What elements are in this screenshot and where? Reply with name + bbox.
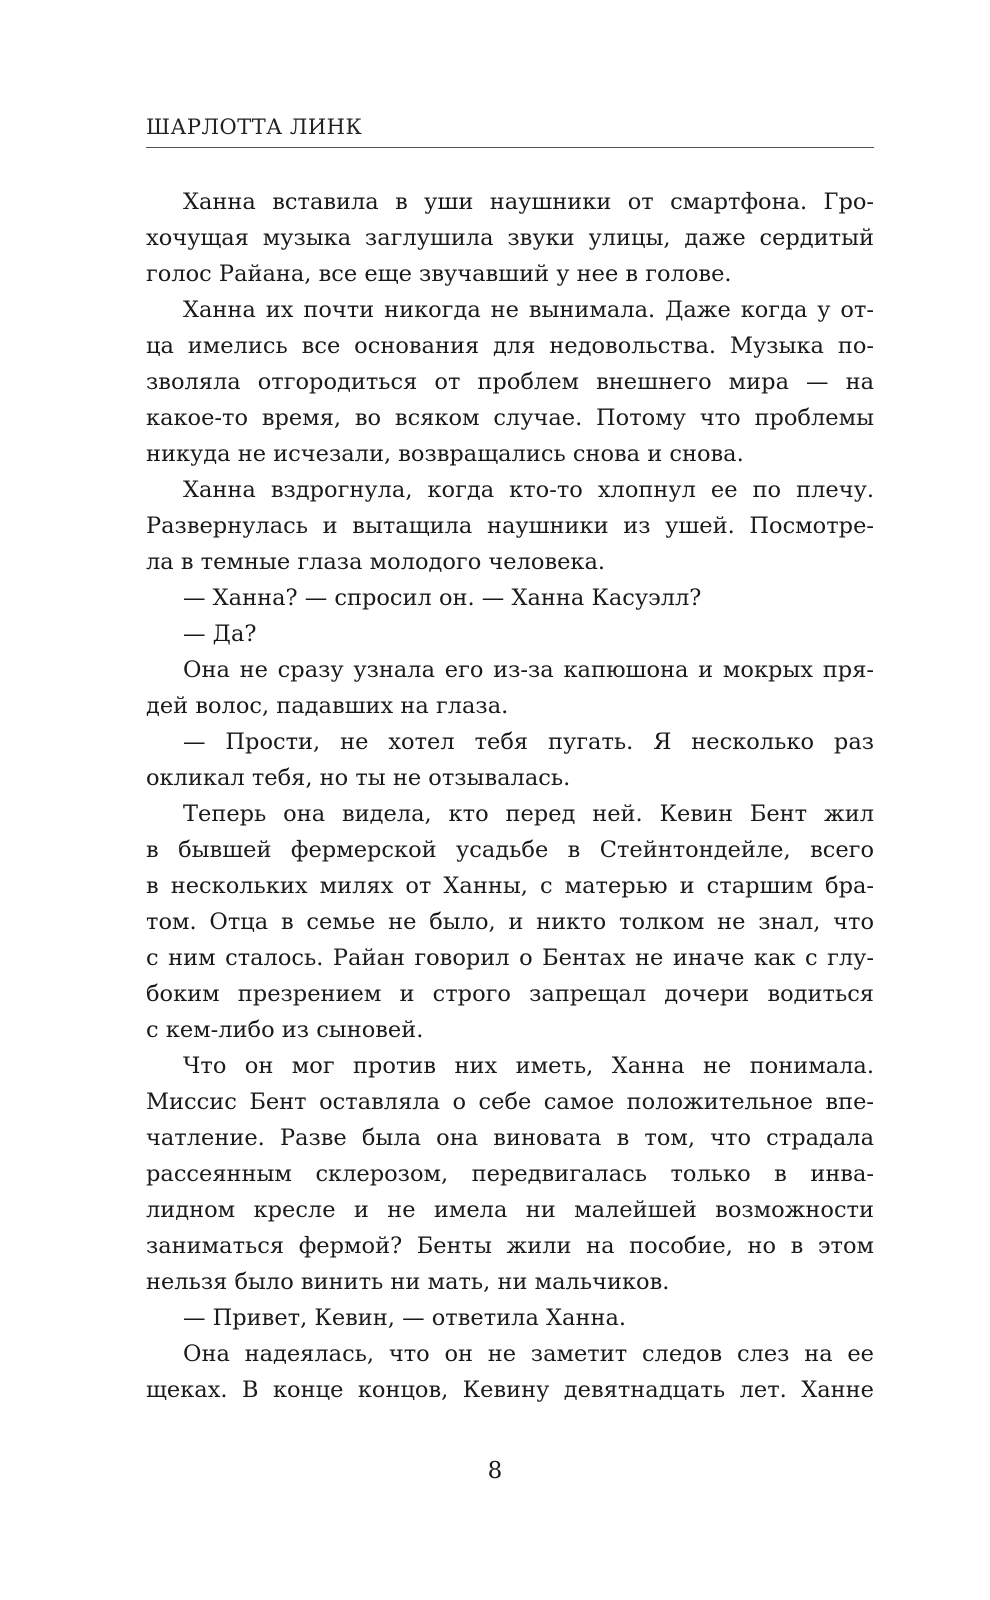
text-line: — Да? xyxy=(183,621,257,647)
text-line: нельзя было винить ни мать, ни мальчиков. xyxy=(146,1269,670,1295)
text-line: зволяла отгородиться от проблем внешнего мира — на xyxy=(146,369,874,395)
text-line: боким презрением и строго запрещал дочери водиться xyxy=(146,981,874,1007)
text-line: ла в темные глаза молодого человека. xyxy=(146,549,606,575)
body-text xyxy=(146,184,874,1408)
text-line: Ханна их почти никогда не вынимала. Даже когда у от- xyxy=(183,297,874,323)
text-line: хочущая музыка заглушила звуки улицы, даже сердитый xyxy=(146,225,874,251)
text-line: — Ханна? — спросил он. — Ханна Касуэлл? xyxy=(183,585,702,611)
running-head-author: ШАРЛОТТА ЛИНК xyxy=(146,115,363,139)
text-line: с кем-либо из сыновей. xyxy=(146,1017,424,1043)
text-line: с ним сталось. Райан говорил о Бентах не иначе как с глу- xyxy=(146,945,874,971)
page-number: 8 xyxy=(487,1458,503,1484)
text-line: — Привет, Кевин, — ответила Ханна. xyxy=(183,1305,627,1331)
text-line: окликал тебя, но ты не отзывалась. xyxy=(146,765,571,791)
text-line: в нескольких милях от Ханны, с матерью и старшим бра- xyxy=(146,873,874,899)
text-line: Ханна вздрогнула, когда кто-то хлопнул ее по плечу. xyxy=(183,477,874,503)
text-line: в бывшей фермерской усадьбе в Стейнтондейле, всего xyxy=(146,837,874,863)
text-line: Она надеялась, что он не заметит следов слез на ее xyxy=(183,1341,874,1367)
text-line: том. Отца в семье не было, и никто толком не знал, что xyxy=(146,909,874,935)
header-rule xyxy=(146,147,874,148)
text-line: щеках. В конце концов, Кевину девятнадцать лет. Ханне xyxy=(146,1377,874,1403)
text-line: дей волос, падавших на глаза. xyxy=(146,693,509,719)
text-line: рассеянным склерозом, передвигалась только в инва- xyxy=(146,1161,874,1187)
text-line: ца имелись все основания для недовольства. Музыка по- xyxy=(146,333,874,359)
text-line: Миссис Бент оставляла о себе самое положительное впе- xyxy=(146,1089,874,1115)
text-line: Развернулась и вытащила наушники из ушей. Посмотре- xyxy=(146,513,874,539)
text-line: Теперь она видела, кто перед ней. Кевин Бент жил xyxy=(183,801,874,827)
text-line: голос Райана, все еще звучавший у нее в голове. xyxy=(146,261,732,287)
text-line: заниматься фермой? Бенты жили на пособие, но в этом xyxy=(146,1233,874,1259)
text-line: какое-то время, во всяком случае. Потому что проблемы xyxy=(146,405,874,431)
text-line: Что он мог против них иметь, Ханна не понимала. xyxy=(183,1053,874,1079)
text-line: — Прости, не хотел тебя пугать. Я несколько раз xyxy=(183,729,874,755)
text-line: никуда не исчезали, возвращались снова и снова. xyxy=(146,441,744,467)
text-line: Она не сразу узнала его из-за капюшона и мокрых пря- xyxy=(183,657,874,683)
text-line: лидном кресле и не имела ни малейшей возможности xyxy=(146,1197,874,1223)
text-line: Ханна вставила в уши наушники от смартфона. Гро- xyxy=(183,189,874,215)
text-line: чатление. Разве была она виновата в том, что страдала xyxy=(146,1125,874,1151)
